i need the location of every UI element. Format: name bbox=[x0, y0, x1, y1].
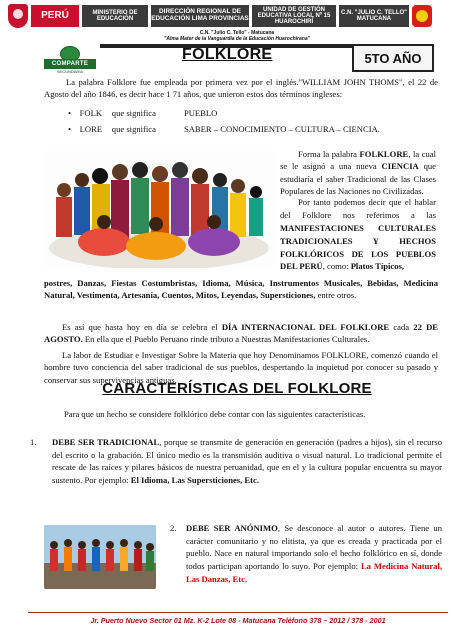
peru-shield-icon bbox=[8, 4, 28, 28]
bullet-icon: • bbox=[68, 124, 78, 134]
logo-tag: SECUNDARIA bbox=[56, 69, 84, 74]
header-bar bbox=[8, 3, 466, 29]
ugel-label: UNIDAD DE GESTIÓN EDUCATIVA LOCAL Nº 15 HUAROCHIRÍ bbox=[252, 5, 336, 27]
peru-label: PERÚ bbox=[31, 5, 79, 27]
dancers-photo bbox=[44, 525, 156, 589]
term-lore: • LORE que significa SABER – CONOCIMIENTO – CULTURA – CIENCIA. bbox=[68, 124, 380, 134]
grade-badge: 5TO AÑO bbox=[352, 44, 434, 72]
folklore-day-paragraph: Es así que hasta hoy en día se celebra el DÍA INTERNACIONAL DEL FOLKLORE cada 22 DE AGOSTO. En ella que el Pueblo Peruano rinde tributo a Nuestras Manifestaciones Culturales. bbox=[44, 322, 439, 345]
school-subtitle: C.N. "Julio C. Tello" - Matucana bbox=[199, 30, 275, 36]
page-title: FOLKLORE bbox=[182, 46, 273, 63]
footer-address: Jr. Puerto Nuevo Sector 01 Mz. K-2 Lote 08 - Matucana Teléfono 378 – 2012 / 378 - 2001 bbox=[28, 612, 448, 625]
item-traditional: DEBE SER TRADICIONAL, porque se transmite de generación en generación (padres a hijos), sin el recurso del escrito o la grabación. El único medio es la transmisión auditiva o visual natural. Lo tradicional permite el rescate de las raíces y pilares básicos de nuestra peruanidad, que en el y la cultura popular encuentra su mayor sustento. Por ejemplo: El Idioma, Las Supersticiones, Etc. bbox=[52, 437, 442, 486]
folklore-group-photo bbox=[44, 150, 274, 268]
manifestations-list: postres, Danzas, Fiestas Costumbristas, Idioma, Música, Instrumentos Musicales, Bebidas, Medicina Natural, Vestimenta, Artesanía, Cuentos, Mitos, Leyendas, Supersticiones, entre otros. bbox=[44, 278, 438, 301]
bullet-icon: • bbox=[68, 108, 78, 118]
school-motto: "Alma Mater de la Vanguardia de la Educación Huarochirana" bbox=[164, 36, 310, 42]
folklore-manifestations: Por tanto podemos decir que el hablar del Folklore nos referimos a las MANIFESTACIONES CULTURALES TRADICIONALES Y HECHOS FOLKLÓRICOS DE LOS PUEBLOS DEL PERÚ, como: Platos Típicos, bbox=[280, 197, 436, 272]
study-paragraph: La labor de Estudiar e Investigar Sobre la Materia que hoy Denominamos FOLKLORE, comenzó cuando el hombre tuvo conciencia del saber tradicional de sus pueblos, despertando la inquietud por conocer su pasado y conservar sus supervivencias antiguas. bbox=[44, 350, 438, 385]
school-label: C.N. "JULIO C. TELLO" MATUCANA bbox=[339, 5, 409, 27]
item-anonymous: DEBE SER ANÓNIMO, Se desconoce al autor o autores. Tiene un carácter comunitario y no elitista, ya que es creada y practicada por el pueblo. Nace en natural importando solo el hecho folklórico en sí, donde todos participan aportando lo suyo. Por ejemplo: La Medicina Natural, Las Danzas, Etc. bbox=[186, 523, 443, 584]
regional-direction-label: DIRECCIÓN REGIONAL DE EDUCACIÓN LIMA PROVINCIAS bbox=[151, 5, 249, 27]
comparte-logo bbox=[44, 46, 96, 74]
item-1-number: 1. bbox=[30, 437, 37, 447]
ministry-label: MINISTERIO DE EDUCACIÓN bbox=[82, 5, 148, 27]
folklore-definition: Forma la palabra FOLKLORE, la cual se le asignó a una nueva CIENCIA que estudiaría el saber Tradicional de las Clases Populares de las Naciones no Civilizadas. bbox=[280, 149, 437, 197]
term-folk: • FOLK que significa PUEBLO bbox=[68, 108, 218, 118]
intro-paragraph: La palabra Folklore fue empleada por primera vez por el inglés."WILLIAM JOHN THOMS", el 22 de Agosto del año 1846, es decir hace 1 71 años, que unieron estos dos términos ingleses: bbox=[44, 77, 438, 100]
item-2-number: 2. bbox=[170, 523, 177, 533]
section-intro: Para que un hecho se considere folklórico debe contar con las siguientes características. bbox=[64, 409, 366, 419]
section-heading: CARACTERÍSTICAS DEL FOLKLORE bbox=[102, 380, 372, 397]
logo-word: COMPARTE bbox=[44, 59, 96, 69]
school-crest-icon bbox=[412, 5, 432, 27]
